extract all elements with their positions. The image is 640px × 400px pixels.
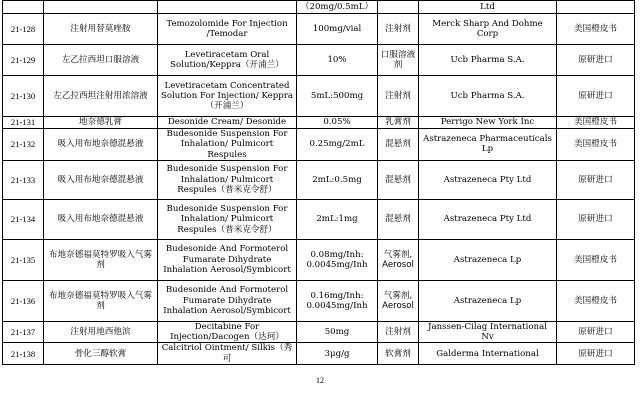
cell-id: 21-137 <box>3 321 44 343</box>
drug-table <box>2 0 635 365</box>
cell-en-name: Decitabine For Injection/Dacogen（达珂） <box>158 321 297 343</box>
cell-form <box>378 1 419 14</box>
cell-cn-name: 布地奈德福莫特罗吸入气雾剂 <box>44 280 158 321</box>
cell-source: 美国橙皮书 <box>557 129 635 161</box>
cell-en-name: Budesonide And Formoterol Fumarate Dihydrate Inhalation Aerosol/Symbicort <box>158 280 297 321</box>
table-row <box>3 321 635 343</box>
cell-en-name: Levetiracetam Concentrated Solution For Injection/ Keppra（开浦兰） <box>158 76 297 117</box>
cell-source: 原研进口 <box>557 321 635 343</box>
cell-holder: Astrazeneca Lp <box>419 239 557 280</box>
table-row <box>3 343 635 365</box>
table-row <box>3 117 635 129</box>
cell-id: 21-138 <box>3 343 44 365</box>
cell-holder: Janssen-Cilag International Nv <box>419 321 557 343</box>
cell-cn-name: 左乙拉西坦注射用浓溶液 <box>44 76 158 117</box>
cell-cn-name: 吸入用布地奈德混悬液 <box>44 199 158 239</box>
cell-spec: 50mg <box>297 321 378 343</box>
cell-holder: Ltd <box>419 1 557 14</box>
cell-cn-name: 布地奈德福莫特罗吸入气雾剂 <box>44 239 158 280</box>
cell-cn-name: 吸入用布地奈德混悬液 <box>44 129 158 161</box>
cell-holder: Galderma International <box>419 343 557 365</box>
cell-form: 气雾剂, Aerosol <box>378 239 419 280</box>
cell-id: 21-130 <box>3 76 44 117</box>
cell-form: 混悬剂 <box>378 129 419 161</box>
cell-en-name: Budesonide Suspension For Inhalation/ Pulmicort Respules（普米克令舒） <box>158 160 297 199</box>
cell-source: 美国橙皮书 <box>557 117 635 129</box>
cell-en-name: Desonide Cream/ Desonide <box>158 117 297 129</box>
cell-source: 美国橙皮书 <box>557 14 635 45</box>
table-row <box>3 160 635 199</box>
cell-form: 口服溶液剂 <box>378 45 419 76</box>
cell-id: 21-135 <box>3 239 44 280</box>
cell-source: 原研进口 <box>557 343 635 365</box>
cell-holder: Merck Sharp And Dohme Corp <box>419 14 557 45</box>
cell-spec: 2mL:0.5mg <box>297 160 378 199</box>
cell-spec: 0.05% <box>297 117 378 129</box>
cell-form: 注射剂 <box>378 321 419 343</box>
cell-spec: 3μg/g <box>297 343 378 365</box>
cell-source: 原研进口 <box>557 199 635 239</box>
cell-source: 原研进口 <box>557 160 635 199</box>
cell-form: 混悬剂 <box>378 160 419 199</box>
table-row <box>3 239 635 280</box>
cell-cn-name: 左乙拉西坦口服溶液 <box>44 45 158 76</box>
cell-spec: 0.16mg/Inh: 0.0045mg/Inh <box>297 280 378 321</box>
page-number: 12 <box>316 376 324 385</box>
cell-cn-name: 注射用替莫唑胺 <box>44 14 158 45</box>
cell-id: 21-134 <box>3 199 44 239</box>
table-row <box>3 76 635 117</box>
cell-id: 21-128 <box>3 14 44 45</box>
cell-holder: Astrazeneca Pty Ltd <box>419 199 557 239</box>
cell-spec: （20mg/0.5mL） <box>297 1 378 14</box>
cell-spec: 0.08mg/Inh: 0.0045mg/Inh <box>297 239 378 280</box>
cell-en-name: Calcitriol Ointment/ Silkis（秀可 <box>158 343 297 365</box>
cell-cn-name: 地奈德乳膏 <box>44 117 158 129</box>
cell-form: 软膏剂 <box>378 343 419 365</box>
cell-id <box>3 1 44 14</box>
cell-id: 21-136 <box>3 280 44 321</box>
table-row <box>3 14 635 45</box>
table-row <box>3 199 635 239</box>
cell-source: 美国橙皮书 <box>557 239 635 280</box>
cell-source: 原研进口 <box>557 76 635 117</box>
cell-spec: 2mL:1mg <box>297 199 378 239</box>
cell-en-name: Budesonide And Formoterol Fumarate Dihydrate Inhalation Aerosol/Symbicort <box>158 239 297 280</box>
cell-form: 混悬剂 <box>378 199 419 239</box>
cell-cn-name: 骨化三醇软膏 <box>44 343 158 365</box>
cell-holder: Astrazeneca Pty Ltd <box>419 160 557 199</box>
table-row <box>3 45 635 76</box>
cell-cn-name: 注射用地西他滨 <box>44 321 158 343</box>
cell-source: 原研进口 <box>557 45 635 76</box>
cell-spec: 10% <box>297 45 378 76</box>
cell-form: 气雾剂, Aerosol <box>378 280 419 321</box>
cell-form: 乳膏剂 <box>378 117 419 129</box>
table-row <box>3 129 635 161</box>
cell-en-name: Temozolomide For Injection /Temodar <box>158 14 297 45</box>
table-row-continued <box>3 1 635 14</box>
cell-en-name: Levetiracetam Oral Solution/Keppra（开浦兰） <box>158 45 297 76</box>
cell-holder: Astrazeneca Pharmaceuticals Lp <box>419 129 557 161</box>
cell-spec: 5mL:500mg <box>297 76 378 117</box>
cell-cn-name <box>44 1 158 14</box>
cell-holder: Astrazeneca Lp <box>419 280 557 321</box>
cell-spec: 0.25mg/2mL <box>297 129 378 161</box>
cell-en-name: Budesonide Suspension For Inhalation/ Pulmicort Respules <box>158 129 297 161</box>
cell-id: 21-131 <box>3 117 44 129</box>
cell-spec: 100mg/vial <box>297 14 378 45</box>
cell-en-name <box>158 1 297 14</box>
cell-id: 21-132 <box>3 129 44 161</box>
cell-form: 注射剂 <box>378 76 419 117</box>
table-row <box>3 280 635 321</box>
cell-id: 21-133 <box>3 160 44 199</box>
cell-source <box>557 1 635 14</box>
cell-id: 21-129 <box>3 45 44 76</box>
cell-holder: Ucb Pharma S.A. <box>419 76 557 117</box>
cell-form: 注射剂 <box>378 14 419 45</box>
cell-cn-name: 吸入用布地奈德混悬液 <box>44 160 158 199</box>
cell-source: 美国橙皮书 <box>557 280 635 321</box>
cell-holder: Ucb Pharma S.A. <box>419 45 557 76</box>
cell-holder: Perrigo New York Inc <box>419 117 557 129</box>
cell-en-name: Budesonide Suspension For Inhalation/ Pulmicort Respules（普米克令舒） <box>158 199 297 239</box>
